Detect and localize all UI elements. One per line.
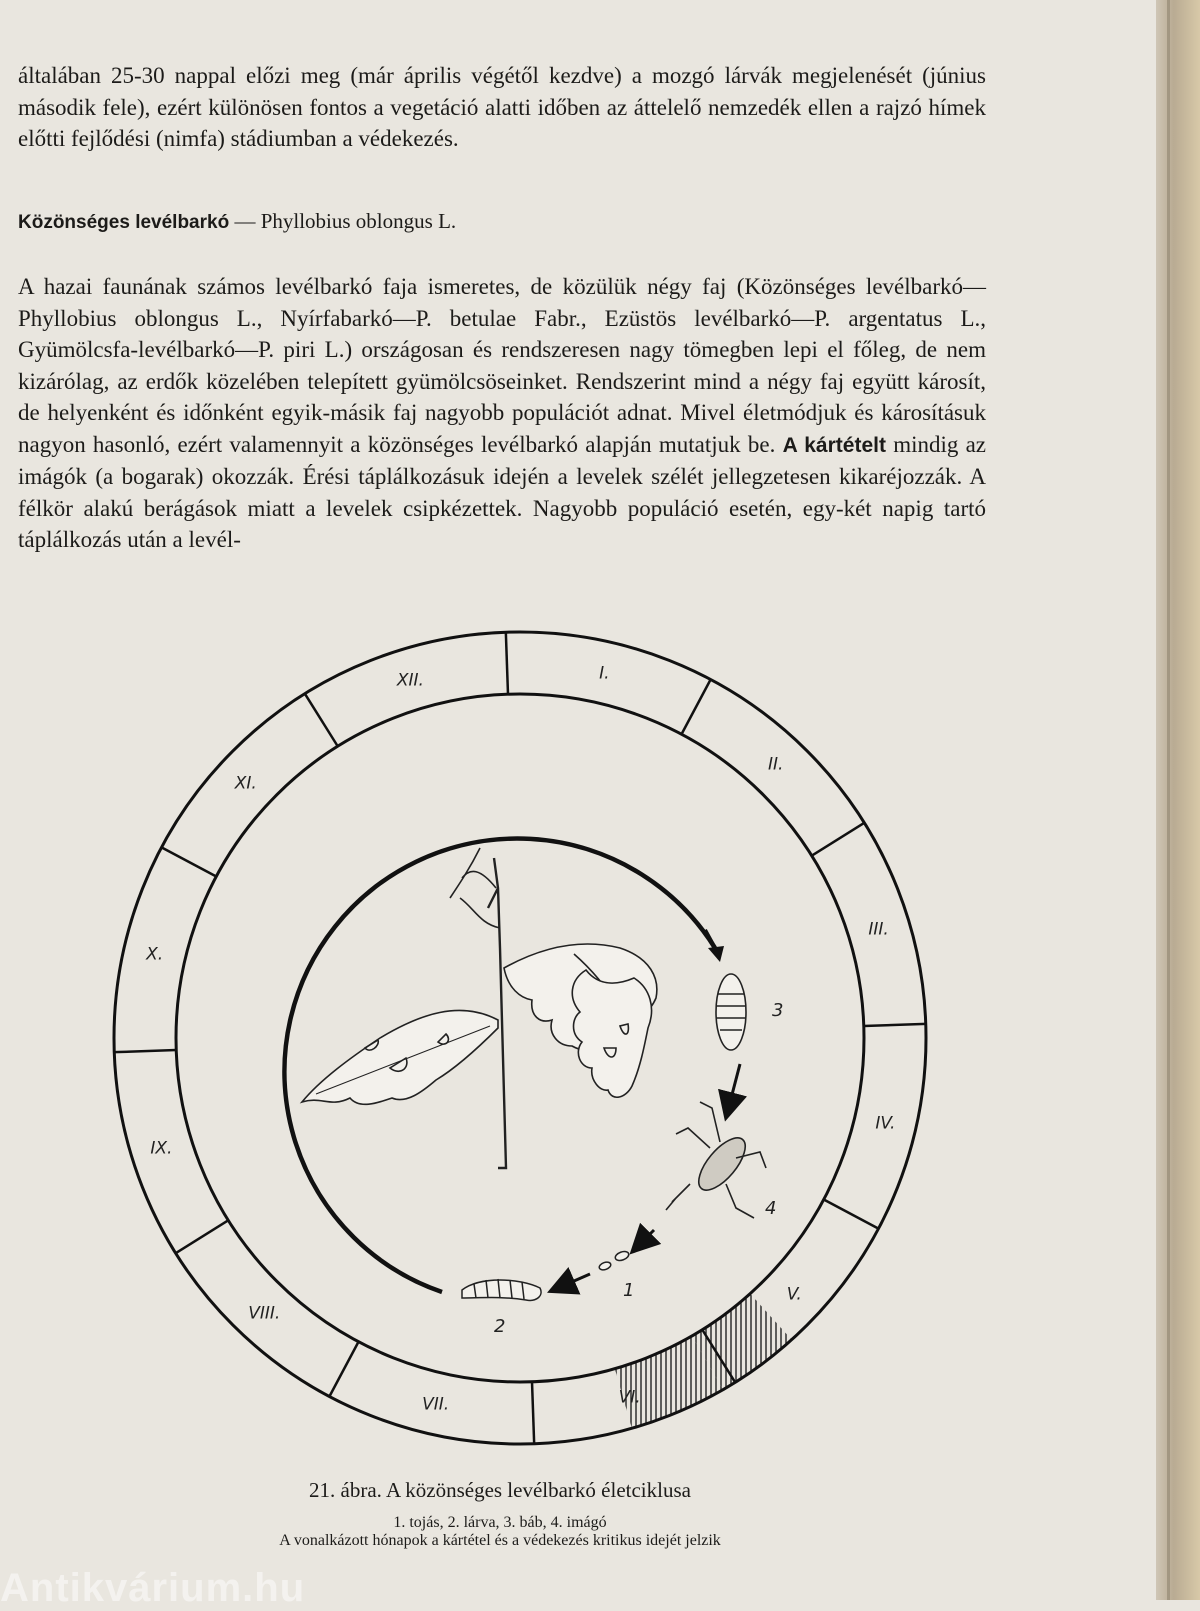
section-heading — [18, 209, 456, 234]
month-label: IX. — [150, 1138, 173, 1159]
beetle-drawing — [666, 1102, 766, 1218]
month-divider — [532, 1382, 534, 1444]
paragraph-damage-text: mindig az imágók (a bogarak) okozzák. Érési táplálkozásuk idején a levelek szélét jellegzetesen kikaréjozzák. A félkör alakú berágások miatt a levelek csipkézettek. Nagyobb populáció esetén, egy-két napig tartó táplálkozás után a levél- — [18, 431, 987, 552]
stage-label-1: 1 — [623, 1280, 635, 1301]
page-edge-line — [1167, 0, 1170, 1600]
heading-name: Közönséges levélbarkó — [18, 212, 230, 233]
arrow-adult-to-egg — [638, 1230, 654, 1246]
plant-drawing — [302, 848, 657, 1168]
month-label: VIII. — [248, 1303, 281, 1324]
paragraph-top: általában 25-30 nappal előzi meg (már április végétől kezdve) a mozgó lárvák megjelenését (június második fele), ezért különösen fontos a vegetáció alatti időben az áttelelő nemzedék ellen a rajzó hímek előtti fejlődési (nimfa) stádiumban a védekezés. — [18, 63, 986, 151]
stage-label-3: 3 — [772, 1000, 784, 1021]
month-label: VII. — [422, 1394, 450, 1415]
figure-caption-legend: 1. tojás, 2. lárva, 3. báb, 4. imágó — [393, 1514, 607, 1531]
arrow-to-pupa — [708, 946, 724, 962]
paragraph-main-text: A hazai faunának számos levélbarkó faja ismeretes, de közülük négy faj (Közönséges levélbarkó—Phyllobius oblongus L., Nyírfabarkó—P. betulae Fabr., Ezüstös levélbarkó—P. argentatus L., Gyümölcsfa-levélbarkó—P. piri L.) országosan és rendszeresen nagy tömegben lepi el főleg, de nem kizárólag, az erdők közelében telepített gyümölcsöseinket. Rendszerint mind a négy faj együtt károsít, de helyenként és időnként egyik-másik faj nagyobb populációt adnat. Mivel életmódjuk és károsításuk nagyon hasonló, ezért valamennyit a közönséges levélbarkó alapján mutatjuk be. — [18, 274, 986, 457]
paragraph-damage-lead: A kártételt — [782, 433, 886, 457]
month-label: XII. — [396, 670, 424, 691]
month-label: III. — [868, 919, 889, 940]
egg-drawing — [598, 1250, 630, 1271]
month-label: V. — [786, 1284, 802, 1305]
stage-label-2: 2 — [494, 1316, 506, 1337]
arrow-egg-to-larva — [558, 1274, 590, 1288]
larva-drawing — [462, 1279, 541, 1300]
month-label: IV. — [875, 1113, 896, 1134]
month-divider — [305, 694, 338, 747]
month-divider — [681, 680, 710, 735]
month-labels — [145, 664, 895, 1415]
month-label: I. — [599, 663, 610, 684]
month-divider — [114, 1050, 176, 1052]
arrow-pupa-to-adult — [728, 1064, 740, 1110]
month-label: XI. — [234, 773, 257, 794]
page-edge — [1156, 0, 1200, 1600]
stage-label-4: 4 — [765, 1198, 777, 1219]
month-divider — [506, 632, 508, 694]
outer-ring — [114, 632, 926, 1444]
month-divider — [824, 1199, 879, 1228]
month-label: II. — [768, 754, 784, 775]
inner-ring — [176, 694, 864, 1382]
life-cycle-figure — [60, 628, 960, 1468]
arrow-tail — [705, 930, 716, 950]
watermark: Antikvárium.hu — [0, 1566, 306, 1610]
month-divider — [812, 823, 865, 856]
paragraph-main — [18, 271, 986, 556]
month-divider — [162, 847, 217, 876]
month-ring — [114, 632, 926, 1444]
month-label: X. — [146, 944, 164, 965]
month-label: VI. — [618, 1387, 641, 1408]
month-divider — [176, 1220, 229, 1253]
heading-separator: — — [229, 209, 261, 233]
month-divider — [329, 1342, 358, 1397]
figure-caption-note: A vonalkázott hónapok a kártétel és a védekezés kritikus idejét jelzik — [279, 1532, 721, 1549]
pupa-drawing — [716, 974, 746, 1050]
figure-caption-title: 21. ábra. A közönséges levélbarkó életciklusa — [309, 1478, 691, 1502]
heading-latin: Phyllobius oblongus L. — [260, 209, 457, 233]
month-divider — [864, 1024, 926, 1026]
